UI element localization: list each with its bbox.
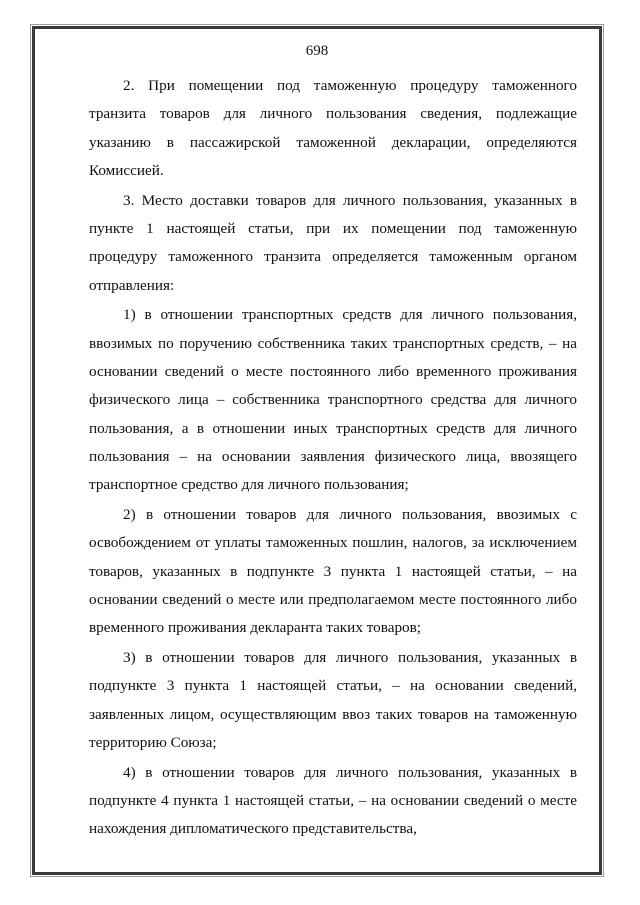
subparagraph-1: 1) в отношении транспортных средств для личного пользования, ввозимых по поручению собственника таких транспортных средств, – на основании сведений о месте постоянного либо временного проживания физического лица – собственника транспортного средства для личного пользования, а в отношении иных транспортных средств для личного пользования – на основании заявления физического лица, ввозящего транспортное средство для личного пользования;	[89, 306, 577, 494]
subparagraph-3: 3) в отношении товаров для личного пользования, указанных в подпункте 3 пункта 1 настоящей статьи, – на основании сведений, заявленных лицом, осуществляющим ввоз таких товаров на таможенную территорию Союза;	[89, 648, 577, 751]
paragraph-3: 3. Место доставки товаров для личного пользования, указанных в пункте 1 настоящей статьи, при их помещении под таможенную процедуру таможенного транзита определяется таможенным органом отправления:	[89, 191, 577, 294]
page-number: 698	[305, 43, 329, 59]
subparagraph-4: 4) в отношении товаров для личного пользования, указанных в подпункте 4 пункта 1 настоящей статьи, – на основании сведений о месте нахождения дипломатического представительства,	[89, 763, 577, 838]
subparagraph-2: 2) в отношении товаров для личного пользования, ввозимых с освобождением от уплаты таможенных пошлин, налогов, за исключением товаров, указанных в подпункте 3 пункта 1 настоящей статьи, – на основании сведений о месте или предполагаемом месте постоянного либо временного проживания декларанта таких товаров;	[89, 505, 577, 637]
paragraph-2: 2. При помещении под таможенную процедуру таможенного транзита товаров для личного пользования сведения, подлежащие указанию в пассажирской таможенной декларации, определяются Комиссией.	[89, 77, 577, 179]
page-frame	[32, 26, 602, 875]
document-body	[89, 72, 577, 844]
